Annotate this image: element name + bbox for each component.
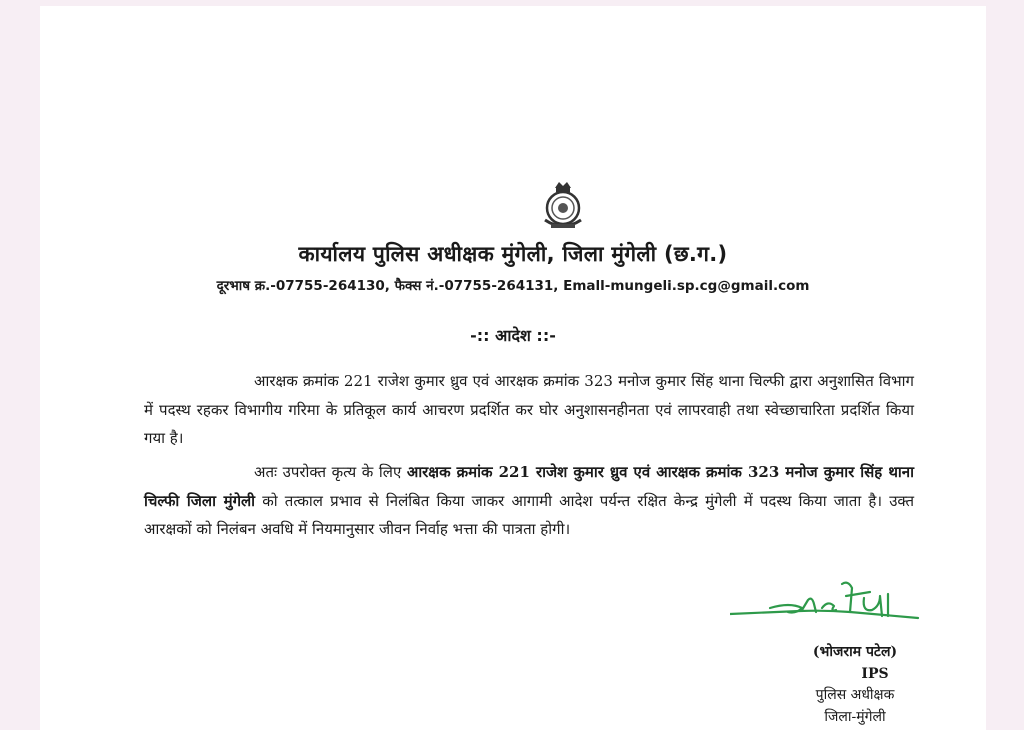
order-paragraph-2	[144, 458, 914, 544]
signatory-name: (भोजराम पटेल)	[812, 644, 898, 660]
signature-mark	[730, 578, 920, 638]
order-paragraph-2-suffix: को तत्काल प्रभाव से निलंबित किया जाकर आगामी आदेश पर्यन्त रक्षित केन्द्र मुंगेली में पदस्थ किया जाता है। उक्त आरक्षकों को निलंबन अवधि में नियमानुसार जीवन निर्वाह भत्ता की पात्रता होगी।	[144, 491, 915, 538]
police-emblem-icon	[535, 178, 591, 234]
order-paragraph-1: आरक्षक क्रमांक 221 राजेश कुमार ध्रुव एवं आरक्षक क्रमांक 323 मनोज कुमार सिंह थाना चिल्फी द्वारा अनुशासित विभाग में पदस्थ रहकर विभागीय गरिमा के प्रतिकूल कार्य आचरण प्रदर्शित कर घोर अनुशासनहीनता एवं लापरवाही तथा स्वेच्छाचारिता प्रदर्शित किया गया है।	[144, 372, 914, 447]
contact-line: दूरभाष क्र.-07755-264130, फैक्स नं.-07755-264131, Emall-mungeli.sp.cg@gmail.com	[216, 278, 810, 294]
order-heading: -:: आदेश ::-	[470, 326, 556, 345]
signatory-block	[780, 642, 930, 728]
order-paragraph-2-subjects: आरक्षक क्रमांक 221 राजेश कुमार ध्रुव एवं आरक्षक क्रमांक 323 मनोज कुमार सिंह थाना चिल्फी जिला मुंगेली	[144, 463, 914, 510]
document-page	[40, 6, 986, 730]
signatory-rank: IPS	[861, 665, 889, 682]
signatory-district: जिला-मुंगेली	[824, 708, 886, 725]
order-paragraph-2-prefix: अतः उपरोक्त कृत्य के लिए	[254, 463, 407, 481]
office-title: कार्यालय पुलिस अधीक्षक मुंगेली, जिला मुंगेली (छ.ग.)	[298, 242, 728, 266]
signatory-designation: पुलिस अधीक्षक	[815, 687, 895, 703]
